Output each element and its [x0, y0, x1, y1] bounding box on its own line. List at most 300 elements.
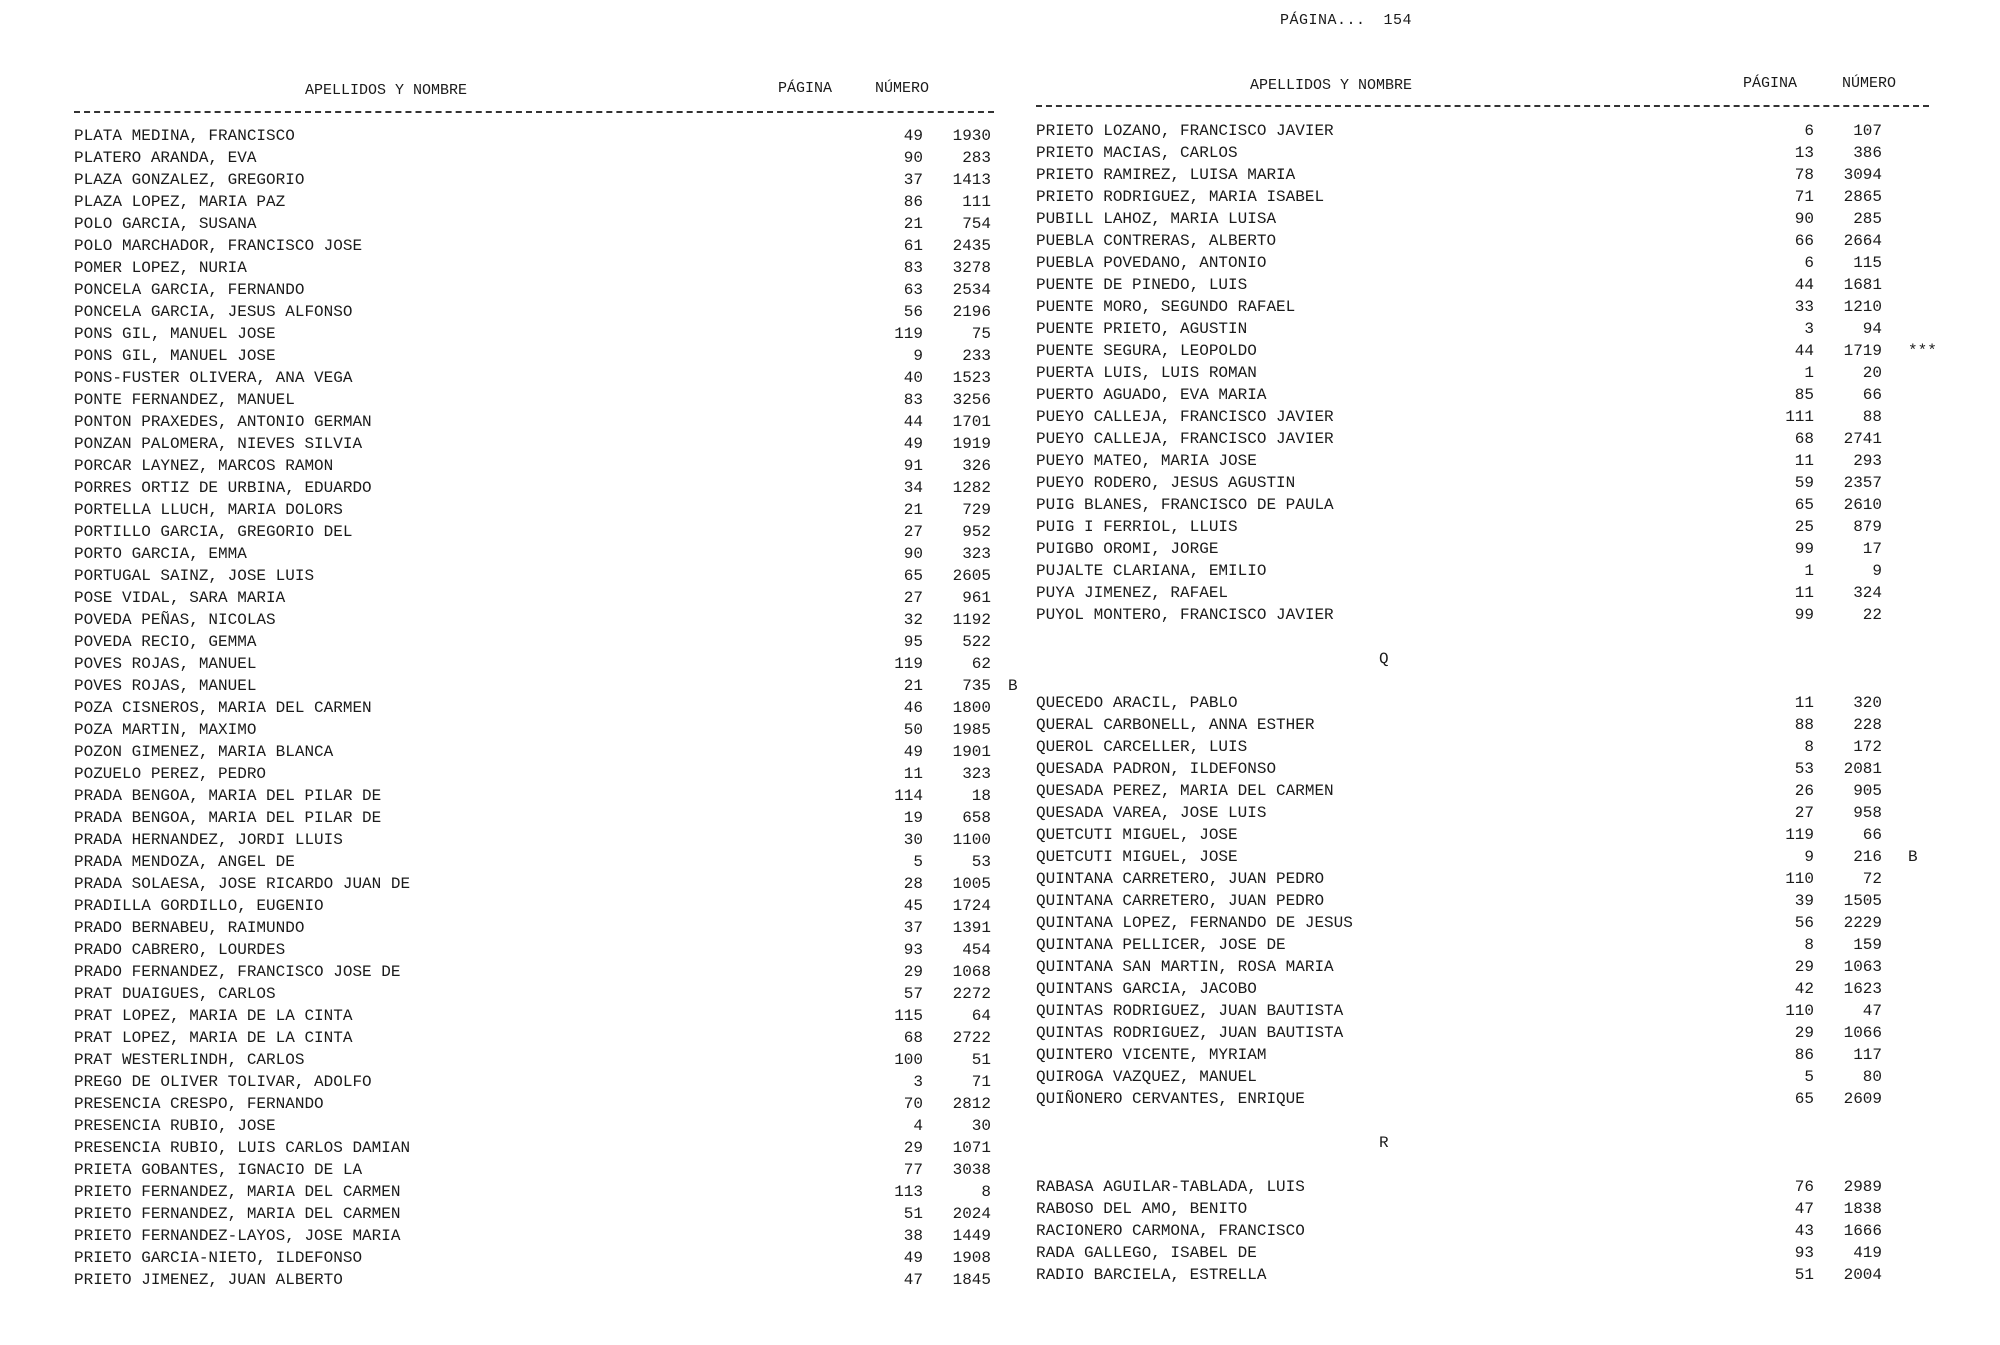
entry-name: PUERTA LUIS, LUIS ROMAN — [1036, 364, 1257, 382]
entry-page: 45 — [903, 897, 923, 915]
entry-name: QUINTERO VICENTE, MYRIAM — [1036, 1046, 1267, 1064]
entry-number: 2609 — [1843, 1090, 1882, 1108]
entry-name: PRESENCIA RUBIO, LUIS CARLOS DAMIAN — [74, 1139, 411, 1157]
entry-number: 1666 — [1843, 1222, 1882, 1240]
entry-name: PUYOL MONTERO, FRANCISCO JAVIER — [1036, 606, 1334, 624]
entry-number: 47 — [1862, 1002, 1882, 1020]
table-row — [74, 389, 991, 411]
entry-name: PRAT LOPEZ, MARIA DE LA CINTA — [74, 1007, 353, 1025]
entry-number: 905 — [1853, 782, 1882, 800]
entry-number: 3094 — [1843, 166, 1882, 184]
entry-page: 77 — [903, 1161, 923, 1179]
entry-page: 93 — [903, 941, 923, 959]
entry-number: 117 — [1853, 1046, 1882, 1064]
entry-name: QUEROL CARCELLER, LUIS — [1036, 738, 1248, 756]
table-row — [74, 1203, 991, 1225]
table-row — [74, 1137, 991, 1159]
table-row — [74, 367, 991, 389]
entry-number: 2357 — [1843, 474, 1882, 492]
entry-name: QUETCUTI MIGUEL, JOSE — [1036, 848, 1238, 866]
entry-number: 522 — [962, 633, 991, 651]
entry-page: 88 — [1794, 716, 1814, 734]
entry-name: PRESENCIA CRESPO, FERNANDO — [74, 1095, 324, 1113]
page-number: 154 — [1383, 12, 1413, 29]
entry-number: 111 — [962, 193, 991, 211]
entry-number: 1068 — [952, 963, 991, 981]
table-row — [74, 1181, 991, 1203]
left-header-divider — [74, 111, 994, 113]
entry-name: PRADA SOLAESA, JOSE RICARDO JUAN DE — [74, 875, 411, 893]
entry-number: 51 — [971, 1051, 991, 1069]
entry-name: PONS GIL, MANUEL JOSE — [74, 325, 276, 343]
entry-page: 29 — [1794, 958, 1814, 976]
entry-name: QUECEDO ARACIL, PABLO — [1036, 694, 1238, 712]
entry-page: 4 — [913, 1117, 923, 1135]
entry-name: PRADO FERNANDEZ, FRANCISCO JOSE DE — [74, 963, 401, 981]
entry-name: PONS-FUSTER OLIVERA, ANA VEGA — [74, 369, 353, 387]
table-row — [1036, 186, 1956, 208]
entry-page: 99 — [1794, 540, 1814, 558]
table-row — [1036, 252, 1956, 274]
entry-name: PRIETO FERNANDEZ-LAYOS, JOSE MARIA — [74, 1227, 401, 1245]
entry-number: 2989 — [1843, 1178, 1882, 1196]
table-row — [74, 1093, 991, 1115]
entry-number: 2004 — [1843, 1266, 1882, 1284]
entry-name: PRIETO LOZANO, FRANCISCO JAVIER — [1036, 122, 1334, 140]
entry-page: 93 — [1794, 1244, 1814, 1262]
entry-name: PRIETO GARCIA-NIETO, ILDEFONSO — [74, 1249, 363, 1267]
entry-page: 8 — [1804, 936, 1814, 954]
table-row — [74, 169, 991, 191]
entry-name: PUEYO CALLEJA, FRANCISCO JAVIER — [1036, 408, 1334, 426]
entry-page: 100 — [894, 1051, 923, 1069]
table-row — [1036, 714, 1956, 736]
entry-page: 49 — [903, 743, 923, 761]
table-row — [74, 411, 991, 433]
entry-number: 2610 — [1843, 496, 1882, 514]
entry-name: POZON GIMENEZ, MARIA BLANCA — [74, 743, 334, 761]
entry-name: PONCELA GARCIA, JESUS ALFONSO — [74, 303, 353, 321]
entry-number: 18 — [971, 787, 991, 805]
entry-page: 44 — [903, 413, 923, 431]
table-row — [1036, 846, 1956, 868]
entry-name: PUIG BLANES, FRANCISCO DE PAULA — [1036, 496, 1334, 514]
entry-number: 216 — [1853, 848, 1882, 866]
entry-number: 1100 — [952, 831, 991, 849]
table-row — [74, 1269, 991, 1291]
entry-name: PUEYO MATEO, MARIA JOSE — [1036, 452, 1257, 470]
entry-page: 76 — [1794, 1178, 1814, 1196]
entry-page: 110 — [1785, 1002, 1814, 1020]
entry-number: 228 — [1853, 716, 1882, 734]
entry-number: 1901 — [952, 743, 991, 761]
entry-name: PRIETO FERNANDEZ, MARIA DEL CARMEN — [74, 1183, 401, 1201]
entry-number: 1908 — [952, 1249, 991, 1267]
entry-page: 30 — [903, 831, 923, 849]
entry-name: PORCAR LAYNEZ, MARCOS RAMON — [74, 457, 334, 475]
entry-number: 17 — [1862, 540, 1882, 558]
entry-name: QUINTANA CARRETERO, JUAN PEDRO — [1036, 870, 1325, 888]
entry-number: 2741 — [1843, 430, 1882, 448]
entry-page: 63 — [903, 281, 923, 299]
entry-number: 20 — [1862, 364, 1882, 382]
entry-page: 40 — [903, 369, 923, 387]
entry-number: 952 — [962, 523, 991, 541]
entry-number: 1071 — [952, 1139, 991, 1157]
table-row — [1036, 362, 1956, 384]
entry-number: 72 — [1862, 870, 1882, 888]
entry-page: 44 — [1794, 342, 1814, 360]
entry-page: 59 — [1794, 474, 1814, 492]
blank-row — [1036, 1154, 1956, 1176]
entry-page: 39 — [1794, 892, 1814, 910]
entry-number: 961 — [962, 589, 991, 607]
entry-name: PRADA MENDOZA, ANGEL DE — [74, 853, 295, 871]
table-row — [74, 521, 991, 543]
entry-name: POVEDA PEÑAS, NICOLAS — [74, 611, 276, 629]
entry-name: QUINTANA LOPEZ, FERNANDO DE JESUS — [1036, 914, 1353, 932]
left-header-number: NÚMERO — [875, 80, 930, 97]
table-row — [1036, 1264, 1956, 1286]
right-header-name: APELLIDOS Y NOMBRE — [1250, 77, 1413, 94]
entry-page: 78 — [1794, 166, 1814, 184]
table-row — [1036, 1066, 1956, 1088]
entry-number: 454 — [962, 941, 991, 959]
entry-page: 110 — [1785, 870, 1814, 888]
table-row — [1036, 868, 1956, 890]
table-row — [1036, 1176, 1956, 1198]
entry-number: 1210 — [1843, 298, 1882, 316]
entry-page: 68 — [1794, 430, 1814, 448]
entry-page: 34 — [903, 479, 923, 497]
entry-page: 42 — [1794, 980, 1814, 998]
entry-number: 1413 — [952, 171, 991, 189]
table-row — [1036, 318, 1956, 340]
entry-page: 44 — [1794, 276, 1814, 294]
entry-page: 21 — [903, 677, 923, 695]
table-row — [1036, 296, 1956, 318]
entry-name: PUEYO RODERO, JESUS AGUSTIN — [1036, 474, 1296, 492]
table-row — [1036, 978, 1956, 1000]
entry-page: 83 — [903, 391, 923, 409]
entry-flag: B — [1908, 848, 1918, 866]
table-row — [1036, 604, 1956, 626]
entry-page: 29 — [1794, 1024, 1814, 1042]
entry-name: QUINTAS RODRIGUEZ, JUAN BAUTISTA — [1036, 1002, 1344, 1020]
entry-page: 37 — [903, 171, 923, 189]
entry-page: 32 — [903, 611, 923, 629]
entry-name: POVES ROJAS, MANUEL — [74, 655, 257, 673]
table-row — [1036, 560, 1956, 582]
entry-name: RADA GALLEGO, ISABEL DE — [1036, 1244, 1257, 1262]
entry-number: 30 — [971, 1117, 991, 1135]
entry-name: POLO MARCHADOR, FRANCISCO JOSE — [74, 237, 363, 255]
entry-page: 65 — [1794, 496, 1814, 514]
entry-page: 83 — [903, 259, 923, 277]
entry-number: 323 — [962, 545, 991, 563]
entry-number: 88 — [1862, 408, 1882, 426]
table-row — [1036, 1220, 1956, 1242]
table-row — [74, 1115, 991, 1137]
table-row — [74, 499, 991, 521]
section-heading-row — [1036, 648, 1956, 670]
entry-name: PRADA BENGOA, MARIA DEL PILAR DE — [74, 787, 382, 805]
table-row — [74, 675, 1018, 697]
entry-page: 115 — [894, 1007, 923, 1025]
table-row — [74, 1005, 991, 1027]
entry-number: 958 — [1853, 804, 1882, 822]
table-row — [1036, 1088, 1956, 1110]
entry-page: 49 — [903, 127, 923, 145]
entry-number: 75 — [971, 325, 991, 343]
entry-name: PUENTE PRIETO, AGUSTIN — [1036, 320, 1248, 338]
entry-name: QUESADA PEREZ, MARIA DEL CARMEN — [1036, 782, 1334, 800]
table-row — [1036, 736, 1956, 758]
entry-name: PRIETO RODRIGUEZ, MARIA ISABEL — [1036, 188, 1325, 206]
entry-page: 28 — [903, 875, 923, 893]
entry-name: PRADO CABRERO, LOURDES — [74, 941, 286, 959]
right-header-number: NÚMERO — [1842, 75, 1897, 92]
table-row — [74, 455, 991, 477]
entry-name: RADIO BARCIELA, ESTRELLA — [1036, 1266, 1267, 1284]
entry-name: PLAZA LOPEZ, MARIA PAZ — [74, 193, 286, 211]
right-header-divider — [1036, 105, 1929, 107]
entry-name: QUINTANS GARCIA, JACOBO — [1036, 980, 1257, 998]
table-row — [1036, 472, 1956, 494]
entry-number: 3278 — [952, 259, 991, 277]
entry-name: QUIÑONERO CERVANTES, ENRIQUE — [1036, 1090, 1305, 1108]
entry-name: PRIETO MACIAS, CARLOS — [1036, 144, 1238, 162]
entry-number: 1523 — [952, 369, 991, 387]
entry-number: 80 — [1862, 1068, 1882, 1086]
table-row — [1036, 1022, 1956, 1044]
table-row — [74, 323, 991, 345]
section-heading-row — [1036, 1132, 1956, 1154]
entry-number: 1005 — [952, 875, 991, 893]
entry-page: 90 — [903, 149, 923, 167]
entry-number: 2229 — [1843, 914, 1882, 932]
table-row — [74, 917, 991, 939]
table-row — [1036, 120, 1956, 142]
table-row — [1036, 208, 1956, 230]
entry-page: 70 — [903, 1095, 923, 1113]
entry-number: 1449 — [952, 1227, 991, 1245]
entry-number: 658 — [962, 809, 991, 827]
entry-name: QUETCUTI MIGUEL, JOSE — [1036, 826, 1238, 844]
entry-page: 37 — [903, 919, 923, 937]
table-row — [74, 807, 991, 829]
table-row — [1036, 802, 1956, 824]
entry-page: 25 — [1794, 518, 1814, 536]
table-row — [74, 697, 991, 719]
entry-number: 71 — [971, 1073, 991, 1091]
table-row — [74, 345, 991, 367]
table-row — [1036, 538, 1956, 560]
entry-page: 111 — [1785, 408, 1814, 426]
table-row — [74, 1159, 991, 1181]
entry-name: PUEBLA CONTRERAS, ALBERTO — [1036, 232, 1277, 250]
table-row — [1036, 912, 1956, 934]
entry-page: 65 — [1794, 1090, 1814, 1108]
table-row — [74, 477, 991, 499]
entry-number: 2812 — [952, 1095, 991, 1113]
entry-number: 2081 — [1843, 760, 1882, 778]
table-row — [1036, 384, 1956, 406]
table-row — [74, 125, 991, 147]
entry-number: 64 — [971, 1007, 991, 1025]
entry-name: POMER LOPEZ, NURIA — [74, 259, 247, 277]
entry-name: PLATERO ARANDA, EVA — [74, 149, 257, 167]
table-row — [74, 785, 991, 807]
entry-number: 2605 — [952, 567, 991, 585]
entry-name: PRADA HERNANDEZ, JORDI LLUIS — [74, 831, 343, 849]
table-row — [1036, 494, 1956, 516]
table-row — [74, 873, 991, 895]
entry-page: 50 — [903, 721, 923, 739]
entry-page: 53 — [1794, 760, 1814, 778]
entry-name: PUEBLA POVEDANO, ANTONIO — [1036, 254, 1267, 272]
entry-number: 1701 — [952, 413, 991, 431]
entry-number: 3256 — [952, 391, 991, 409]
entry-name: PORTUGAL SAINZ, JOSE LUIS — [74, 567, 315, 585]
entry-number: 107 — [1853, 122, 1882, 140]
entry-number: 1985 — [952, 721, 991, 739]
entry-number: 2024 — [952, 1205, 991, 1223]
entry-name: QUINTAS RODRIGUEZ, JUAN BAUTISTA — [1036, 1024, 1344, 1042]
entry-name: POZUELO PEREZ, PEDRO — [74, 765, 267, 783]
table-row — [1036, 230, 1956, 252]
table-row — [74, 763, 991, 785]
entry-page: 86 — [1794, 1046, 1814, 1064]
table-row — [74, 983, 991, 1005]
table-row — [74, 433, 991, 455]
entry-number: 1623 — [1843, 980, 1882, 998]
table-row — [74, 565, 991, 587]
entry-number: 53 — [971, 853, 991, 871]
table-row — [1036, 428, 1956, 450]
table-row — [1036, 406, 1956, 428]
entry-name: PORTELLA LLUCH, MARIA DOLORS — [74, 501, 343, 519]
right-column-list — [1036, 120, 1956, 1286]
entry-number: 735 — [962, 677, 991, 695]
entry-number: 1845 — [952, 1271, 991, 1289]
entry-name: POSE VIDAL, SARA MARIA — [74, 589, 286, 607]
table-row — [74, 301, 991, 323]
entry-number: 1930 — [952, 127, 991, 145]
entry-name: PORTILLO GARCIA, GREGORIO DEL — [74, 523, 353, 541]
table-row — [74, 1247, 991, 1269]
entry-number: 22 — [1862, 606, 1882, 624]
entry-number: 2435 — [952, 237, 991, 255]
entry-page: 90 — [903, 545, 923, 563]
table-row — [74, 741, 991, 763]
entry-number: 2534 — [952, 281, 991, 299]
table-row — [74, 895, 991, 917]
table-row — [1036, 692, 1956, 714]
entry-number: 8 — [981, 1183, 991, 1201]
entry-name: QUINTANA SAN MARTIN, ROSA MARIA — [1036, 958, 1334, 976]
entry-page: 13 — [1794, 144, 1814, 162]
table-row — [1036, 274, 1956, 296]
table-row — [74, 939, 991, 961]
entry-number: 1391 — [952, 919, 991, 937]
entry-page: 9 — [1804, 848, 1814, 866]
entry-page: 43 — [1794, 1222, 1814, 1240]
entry-page: 6 — [1804, 122, 1814, 140]
table-row — [1036, 450, 1956, 472]
entry-name: PRAT DUAIGUES, CARLOS — [74, 985, 276, 1003]
entry-number: 1719 — [1843, 342, 1882, 360]
entry-number: 1800 — [952, 699, 991, 717]
entry-page: 6 — [1804, 254, 1814, 272]
table-row — [1036, 934, 1956, 956]
entry-number: 320 — [1853, 694, 1882, 712]
entry-name: PUENTE SEGURA, LEOPOLDO — [1036, 342, 1257, 360]
blank-row — [1036, 626, 1956, 648]
section-letter: Q — [1379, 650, 1389, 668]
table-row — [1036, 1044, 1956, 1066]
entry-page: 27 — [1794, 804, 1814, 822]
entry-name: RABASA AGUILAR-TABLADA, LUIS — [1036, 1178, 1305, 1196]
table-row — [74, 1071, 991, 1093]
table-row — [1036, 1242, 1956, 1264]
entry-name: PORRES ORTIZ DE URBINA, EDUARDO — [74, 479, 372, 497]
entry-name: QUESADA VAREA, JOSE LUIS — [1036, 804, 1267, 822]
table-row — [74, 1225, 991, 1247]
table-row — [74, 631, 991, 653]
entry-name: PONS GIL, MANUEL JOSE — [74, 347, 276, 365]
table-row — [1036, 758, 1956, 780]
entry-number: 1681 — [1843, 276, 1882, 294]
entry-name: PUIG I FERRIOL, LLUIS — [1036, 518, 1238, 536]
entry-name: PLAZA GONZALEZ, GREGORIO — [74, 171, 305, 189]
left-header-page: PÁGINA — [778, 80, 833, 97]
table-row — [74, 609, 991, 631]
entry-page: 51 — [1794, 1266, 1814, 1284]
entry-page: 95 — [903, 633, 923, 651]
entry-number: 2865 — [1843, 188, 1882, 206]
entry-number: 115 — [1853, 254, 1882, 272]
table-row — [1036, 780, 1956, 802]
entry-number: 1919 — [952, 435, 991, 453]
entry-page: 21 — [903, 215, 923, 233]
table-row — [1036, 340, 1956, 362]
left-column-list — [74, 125, 1018, 1291]
entry-name: PRIETA GOBANTES, IGNACIO DE LA — [74, 1161, 363, 1179]
table-row — [74, 1027, 991, 1049]
entry-page: 65 — [903, 567, 923, 585]
table-row — [74, 257, 991, 279]
entry-number: 754 — [962, 215, 991, 233]
table-row — [74, 653, 991, 675]
entry-number: 2722 — [952, 1029, 991, 1047]
table-row — [1036, 1000, 1956, 1022]
entry-name: QUESADA PADRON, ILDEFONSO — [1036, 760, 1277, 778]
table-row — [74, 719, 991, 741]
entry-page: 11 — [903, 765, 923, 783]
entry-page: 68 — [903, 1029, 923, 1047]
table-row — [74, 279, 991, 301]
entry-page: 90 — [1794, 210, 1814, 228]
table-row — [74, 829, 991, 851]
table-row — [74, 851, 991, 873]
entry-page: 49 — [903, 435, 923, 453]
entry-number: 172 — [1853, 738, 1882, 756]
entry-name: POZA MARTIN, MAXIMO — [74, 721, 257, 739]
entry-page: 86 — [903, 193, 923, 211]
entry-page: 113 — [894, 1183, 923, 1201]
entry-page: 46 — [903, 699, 923, 717]
